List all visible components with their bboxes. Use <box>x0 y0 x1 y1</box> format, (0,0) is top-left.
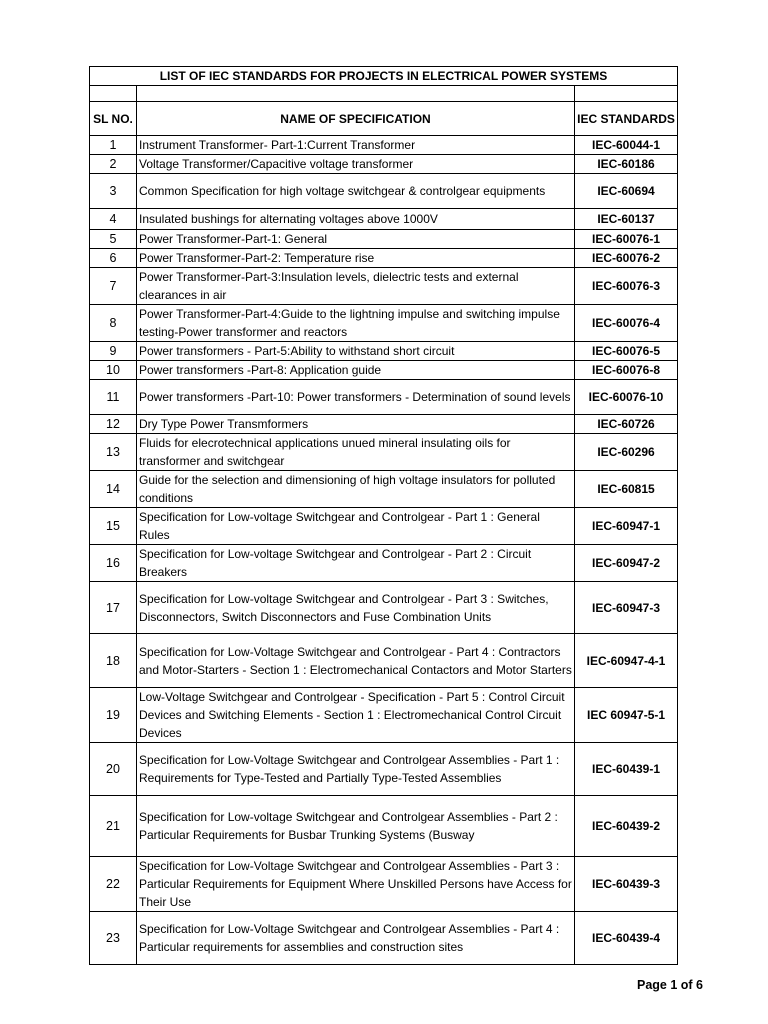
specification-name-cell: Power transformers -Part-10: Power transformers - Determination of sound levels <box>137 380 575 415</box>
table-row <box>90 305 678 342</box>
specification-name-cell: Fluids for elecrotechnical applications unued mineral insulating oils for transformer and switchgear <box>137 434 575 471</box>
sl-no-cell: 3 <box>90 174 137 209</box>
specification-name-cell: Voltage Transformer/Capacitive voltage transformer <box>137 155 575 174</box>
specification-name-cell: Common Specification for high voltage switchgear & controlgear equipments <box>137 174 575 209</box>
specification-name-cell: Specification for Low-voltage Switchgear and Controlgear - Part 1 : General Rules <box>137 508 575 545</box>
sl-no-cell: 9 <box>90 342 137 361</box>
table-row <box>90 249 678 268</box>
iec-standard-cell: IEC-60137 <box>575 209 678 230</box>
iec-standard-cell: IEC-60076-4 <box>575 305 678 342</box>
header-iec-standards: IEC STANDARDS <box>575 102 678 136</box>
table-row <box>90 471 678 508</box>
specification-name-cell: Dry Type Power Transmformers <box>137 415 575 434</box>
sl-no-cell: 17 <box>90 582 137 634</box>
sl-no-cell: 18 <box>90 634 137 688</box>
table-row <box>90 361 678 380</box>
iec-standard-cell: IEC-60439-1 <box>575 743 678 796</box>
sl-no-cell: 10 <box>90 361 137 380</box>
specification-name-cell: Insulated bushings for alternating voltages above 1000V <box>137 209 575 230</box>
sl-no-cell: 13 <box>90 434 137 471</box>
specification-name-cell: Guide for the selection and dimensioning of high voltage insulators for polluted conditions <box>137 471 575 508</box>
iec-standard-cell: IEC-60439-2 <box>575 796 678 857</box>
iec-standard-cell: IEC-60439-4 <box>575 912 678 965</box>
iec-standards-table <box>89 66 678 965</box>
sl-no-cell: 2 <box>90 155 137 174</box>
table-row <box>90 174 678 209</box>
table-row <box>90 155 678 174</box>
sl-no-cell: 12 <box>90 415 137 434</box>
blank-row <box>90 86 678 102</box>
table-row <box>90 912 678 965</box>
blank-cell <box>137 86 575 102</box>
table-row <box>90 857 678 912</box>
specification-name-cell: Power transformers -Part-8: Application guide <box>137 361 575 380</box>
iec-standard-cell: IEC-60186 <box>575 155 678 174</box>
sl-no-cell: 7 <box>90 268 137 305</box>
iec-standard-cell: IEC-60947-1 <box>575 508 678 545</box>
specification-name-cell: Specification for Low-Voltage Switchgear and Controlgear Assemblies - Part 3 : Particular Requirements for Equipment Where Unskilled Persons have Access for Their Use <box>137 857 575 912</box>
table-row <box>90 268 678 305</box>
iec-standard-cell: IEC-60947-3 <box>575 582 678 634</box>
title-row <box>90 67 678 86</box>
table-row <box>90 743 678 796</box>
table-row <box>90 508 678 545</box>
iec-standard-cell: IEC-60694 <box>575 174 678 209</box>
iec-standard-cell: IEC-60076-2 <box>575 249 678 268</box>
specification-name-cell: Specification for Low-voltage Switchgear and Controlgear - Part 3 : Switches, Disconnectors, Switch Disconnectors and Fuse Combination Units <box>137 582 575 634</box>
specification-name-cell: Power Transformer-Part-1: General <box>137 230 575 249</box>
iec-standard-cell: IEC-60947-2 <box>575 545 678 582</box>
page-number: Page 1 of 6 <box>637 978 703 992</box>
table-row <box>90 582 678 634</box>
specification-name-cell: Power Transformer-Part-2: Temperature rise <box>137 249 575 268</box>
header-row <box>90 102 678 136</box>
header-name-of-specification: NAME OF SPECIFICATION <box>137 102 575 136</box>
table-row <box>90 634 678 688</box>
table-body <box>90 67 678 965</box>
sl-no-cell: 14 <box>90 471 137 508</box>
table-row <box>90 342 678 361</box>
specification-name-cell: Power transformers - Part-5:Ability to withstand short circuit <box>137 342 575 361</box>
specification-name-cell: Low-Voltage Switchgear and Controlgear - Specification - Part 5 : Control Circuit Devices and Switching Elements - Section 1 : Electromechanical Control Circuit Devices <box>137 688 575 743</box>
sl-no-cell: 4 <box>90 209 137 230</box>
iec-standard-cell: IEC 60947-5-1 <box>575 688 678 743</box>
sl-no-cell: 8 <box>90 305 137 342</box>
blank-cell <box>90 86 137 102</box>
header-sl-no: SL NO. <box>90 102 137 136</box>
specification-name-cell: Specification for Low-Voltage Switchgear and Controlgear Assemblies - Part 1 : Requirements for Type-Tested and Partially Type-Tested Assemblies <box>137 743 575 796</box>
table-row <box>90 136 678 155</box>
table-row <box>90 415 678 434</box>
specification-name-cell: Specification for Low-Voltage Switchgear and Controlgear Assemblies - Part 4 : Particular requirements for assemblies and construction sites <box>137 912 575 965</box>
sl-no-cell: 21 <box>90 796 137 857</box>
specification-name-cell: Specification for Low-voltage Switchgear and Controlgear - Part 2 : Circuit Breakers <box>137 545 575 582</box>
specification-name-cell: Power Transformer-Part-3:Insulation levels, dielectric tests and external clearances in air <box>137 268 575 305</box>
table-row <box>90 796 678 857</box>
sl-no-cell: 6 <box>90 249 137 268</box>
iec-standard-cell: IEC-60296 <box>575 434 678 471</box>
sl-no-cell: 19 <box>90 688 137 743</box>
iec-standard-cell: IEC-60044-1 <box>575 136 678 155</box>
table-row <box>90 688 678 743</box>
sl-no-cell: 11 <box>90 380 137 415</box>
iec-standard-cell: IEC-60076-5 <box>575 342 678 361</box>
table-row <box>90 434 678 471</box>
sl-no-cell: 20 <box>90 743 137 796</box>
iec-standard-cell: IEC-60726 <box>575 415 678 434</box>
iec-standard-cell: IEC-60439-3 <box>575 857 678 912</box>
table-row <box>90 209 678 230</box>
table-row <box>90 380 678 415</box>
sl-no-cell: 16 <box>90 545 137 582</box>
iec-standard-cell: IEC-60076-1 <box>575 230 678 249</box>
iec-standard-cell: IEC-60076-3 <box>575 268 678 305</box>
specification-name-cell: Power Transformer-Part-4:Guide to the lightning impulse and switching impulse testing-Power transformer and reactors <box>137 305 575 342</box>
sl-no-cell: 5 <box>90 230 137 249</box>
specification-name-cell: Instrument Transformer- Part-1:Current Transformer <box>137 136 575 155</box>
iec-standard-cell: IEC-60076-10 <box>575 380 678 415</box>
iec-standard-cell: IEC-60947-4-1 <box>575 634 678 688</box>
table-row <box>90 545 678 582</box>
iec-standard-cell: IEC-60076-8 <box>575 361 678 380</box>
sl-no-cell: 22 <box>90 857 137 912</box>
table-row <box>90 230 678 249</box>
iec-standard-cell: IEC-60815 <box>575 471 678 508</box>
sl-no-cell: 23 <box>90 912 137 965</box>
sl-no-cell: 15 <box>90 508 137 545</box>
sl-no-cell: 1 <box>90 136 137 155</box>
specification-name-cell: Specification for Low-voltage Switchgear and Controlgear Assemblies - Part 2 : Particular Requirements for Busbar Trunking Systems (Busway <box>137 796 575 857</box>
blank-cell <box>575 86 678 102</box>
table-title: LIST OF IEC STANDARDS FOR PROJECTS IN ELECTRICAL POWER SYSTEMS <box>90 67 678 86</box>
specification-name-cell: Specification for Low-Voltage Switchgear and Controlgear - Part 4 : Contractors and Motor-Starters - Section 1 : Electromechanical Contactors and Motor Starters <box>137 634 575 688</box>
